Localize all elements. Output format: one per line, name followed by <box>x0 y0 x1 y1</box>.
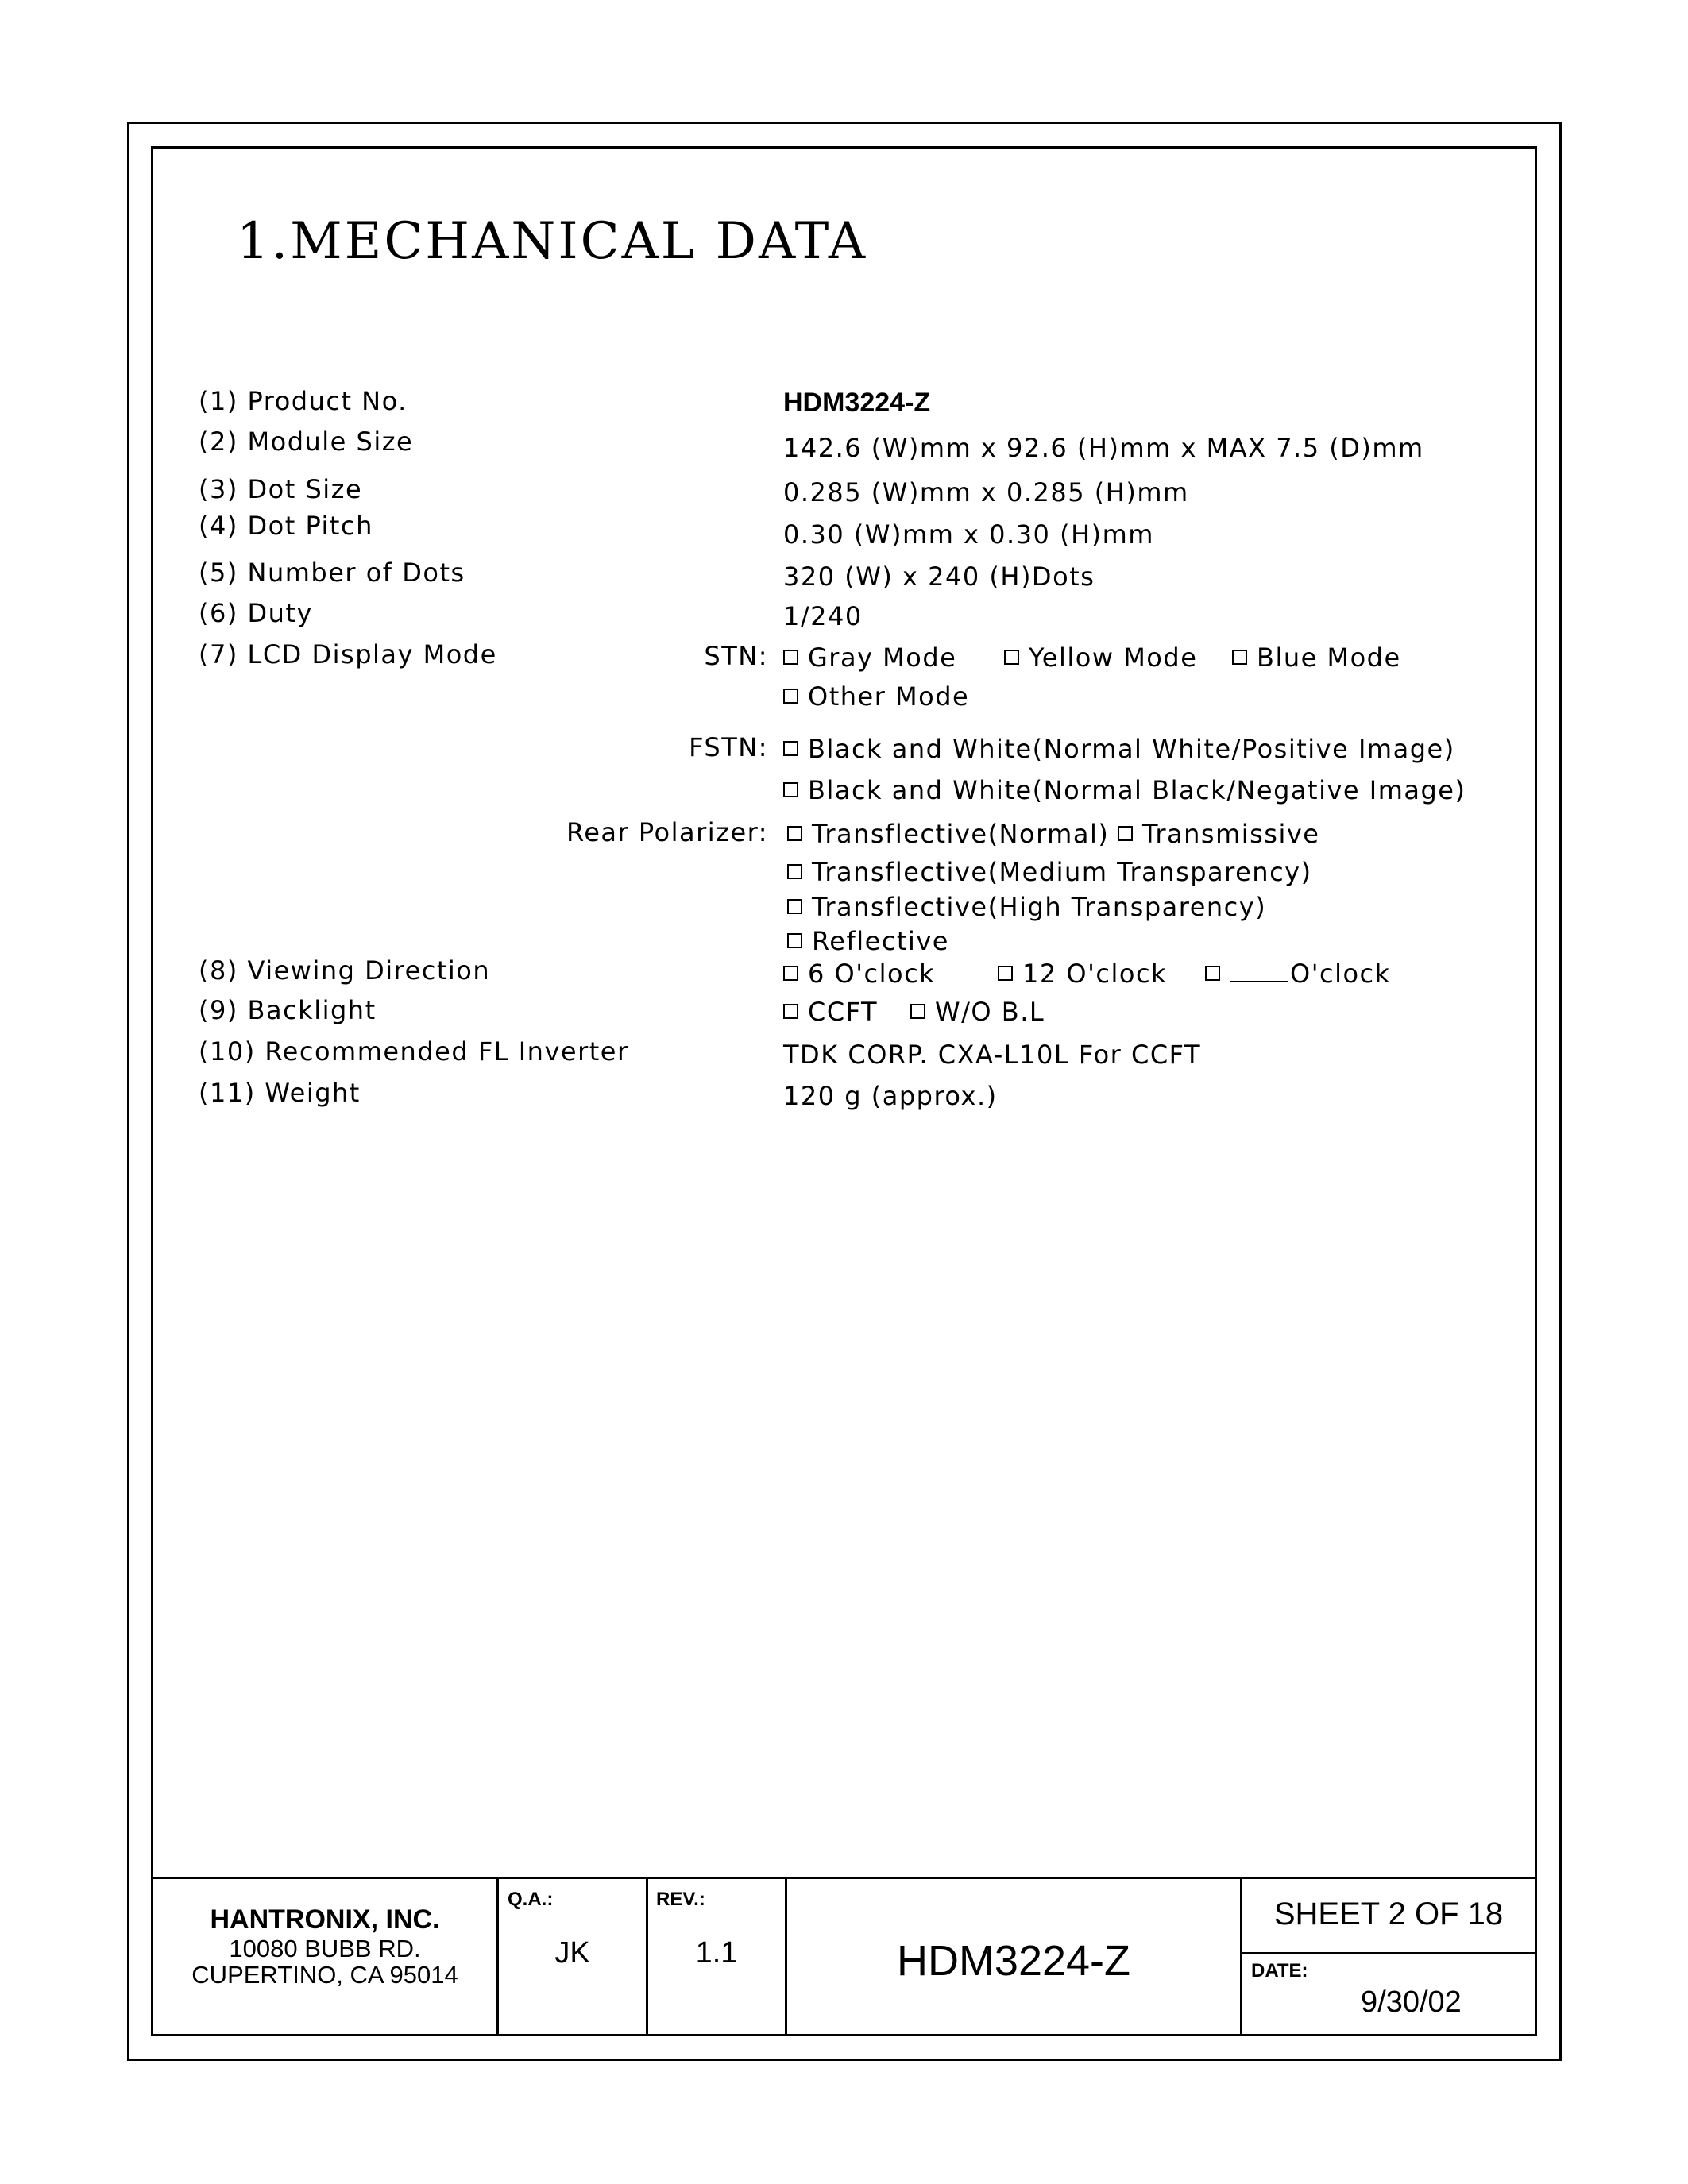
checkbox-icon <box>783 741 798 756</box>
value-dot-size: 0.285 (W)mm x 0.285 (H)mm <box>783 477 1189 507</box>
checkbox-icon <box>783 650 798 665</box>
option-ccft[interactable]: CCFT <box>783 997 878 1027</box>
option-6-oclock[interactable]: 6 O'clock <box>783 959 935 989</box>
checkbox-icon <box>1118 826 1133 841</box>
date-label: DATE: <box>1251 1960 1308 1981</box>
part-number: HDM3224-Z <box>896 1937 1131 1985</box>
sheet-number: SHEET 2 OF 18 <box>1273 1897 1504 1931</box>
option-blue-mode[interactable]: Blue Mode <box>1232 642 1401 673</box>
stn-label: STN: <box>704 641 768 671</box>
option-other-mode[interactable]: Other Mode <box>783 681 969 712</box>
checkbox-icon <box>783 966 798 981</box>
value-module-size: 142.6 (W)mm x 92.6 (H)mm x MAX 7.5 (D)mm <box>783 433 1424 463</box>
value-duty: 1/240 <box>783 601 863 631</box>
checkbox-icon <box>787 864 802 879</box>
label-viewing-direction: (8) Viewing Direction <box>199 955 491 986</box>
label-dot-pitch: (4) Dot Pitch <box>199 511 373 541</box>
qa-label: Q.A.: <box>508 1889 554 1910</box>
option-transmissive[interactable]: Transmissive <box>1118 819 1319 849</box>
checkbox-icon <box>787 826 802 841</box>
option-bw-normal-white[interactable]: Black and White(Normal White/Positive Image) <box>783 734 1455 764</box>
label-lcd-display-mode: (7) LCD Display Mode <box>199 639 497 669</box>
checkbox-icon <box>1232 650 1247 665</box>
option-gray-mode[interactable]: Gray Mode <box>783 642 956 673</box>
label-duty: (6) Duty <box>199 598 313 628</box>
rear-polarizer-label: Rear Polarizer: <box>566 817 768 847</box>
label-number-of-dots: (5) Number of Dots <box>199 558 465 588</box>
company-name: HANTRONIX, INC. <box>210 1904 440 1935</box>
divider <box>1240 1952 1535 1954</box>
option-bw-normal-black[interactable]: Black and White(Normal Black/Negative Image) <box>783 775 1466 805</box>
company-address-line1: 10080 BUBB RD. <box>229 1935 421 1962</box>
value-fl-inverter: TDK CORP. CXA-L10L For CCFT <box>783 1040 1202 1070</box>
page-title: 1.MECHANICAL DATA <box>237 212 868 271</box>
label-module-size: (2) Module Size <box>199 426 414 457</box>
checkbox-icon <box>783 1004 798 1019</box>
checkbox-icon <box>787 899 802 914</box>
checkbox-icon <box>1004 650 1019 665</box>
value-product-no: HDM3224-Z <box>783 388 931 418</box>
label-weight: (11) Weight <box>199 1078 361 1108</box>
checkbox-icon <box>998 966 1013 981</box>
value-number-of-dots: 320 (W) x 240 (H)Dots <box>783 561 1095 592</box>
checkbox-icon <box>783 689 798 704</box>
blank-field[interactable] <box>1230 960 1288 982</box>
date-value: 9/30/02 <box>1361 1985 1462 2019</box>
checkbox-icon <box>1205 966 1220 981</box>
rev-label: REV.: <box>656 1889 705 1910</box>
option-transflective-normal[interactable]: Transflective(Normal) <box>787 819 1109 849</box>
checkbox-icon <box>787 933 802 948</box>
option-transflective-high[interactable]: Transflective(High Transparency) <box>787 892 1266 922</box>
rev-value: 1.1 <box>695 1936 738 1970</box>
option-custom-oclock[interactable]: O'clock <box>1205 959 1391 989</box>
option-yellow-mode[interactable]: Yellow Mode <box>1004 642 1197 673</box>
qa-value: JK <box>554 1936 590 1970</box>
option-wo-bl[interactable]: W/O B.L <box>910 997 1045 1027</box>
option-transflective-medium[interactable]: Transflective(Medium Transparency) <box>787 857 1312 887</box>
checkbox-icon <box>910 1004 925 1019</box>
inner-border <box>151 146 1537 2036</box>
title-block <box>153 1877 1535 2036</box>
option-reflective[interactable]: Reflective <box>787 926 949 956</box>
label-backlight: (9) Backlight <box>199 995 377 1025</box>
company-address-line2: CUPERTINO, CA 95014 <box>191 1961 458 1989</box>
value-dot-pitch: 0.30 (W)mm x 0.30 (H)mm <box>783 519 1154 550</box>
fstn-label: FSTN: <box>689 732 768 762</box>
label-dot-size: (3) Dot Size <box>199 474 363 504</box>
value-weight: 120 g (approx.) <box>783 1081 998 1111</box>
label-fl-inverter: (10) Recommended FL Inverter <box>199 1036 629 1067</box>
label-product-no: (1) Product No. <box>199 386 408 416</box>
checkbox-icon <box>783 782 798 797</box>
option-12-oclock[interactable]: 12 O'clock <box>998 959 1167 989</box>
